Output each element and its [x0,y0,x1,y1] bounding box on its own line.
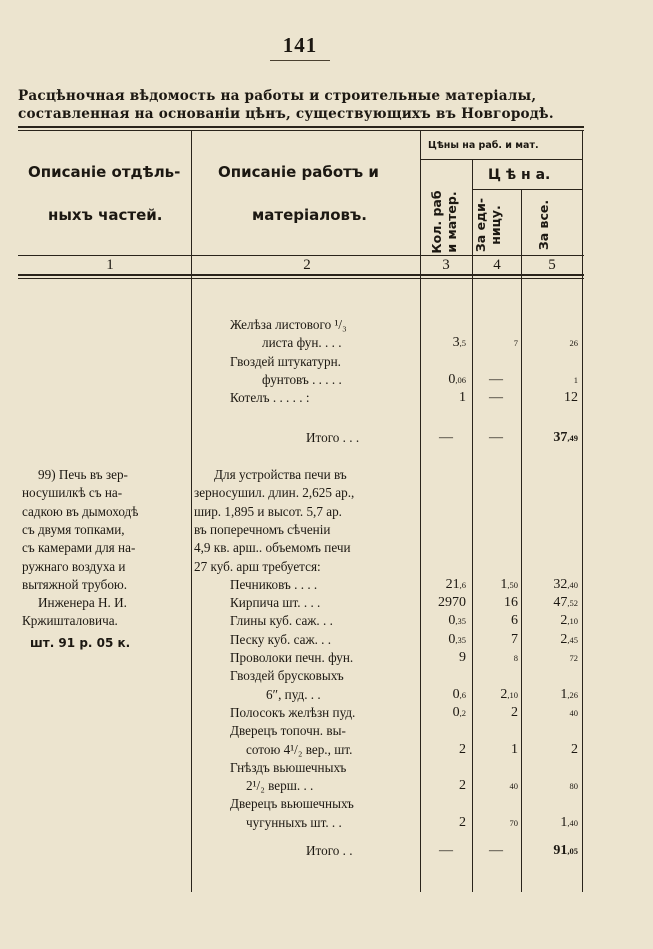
itogo-total: 37,49 [553,430,578,445]
total-cell: 72 [569,653,578,663]
section-desc-line: ружнаго воздуха и [22,558,126,574]
section-desc-line: вытяжной трубою. [22,576,128,592]
col-number-1: 1 [106,257,114,273]
section-desc-line: носушилкѣ съ на- [22,485,123,501]
itogo-label: Итого . . [306,843,353,858]
material-line: Гвоздей штукатурн. [230,353,341,369]
material-line: листа фун. . . . [262,335,342,351]
prices-group-header: Цѣны на раб. и мат. [428,140,539,151]
material-line: Котелъ . . . . . : [230,390,310,406]
material-line: 2¹/₂ верш. . . [246,778,314,794]
itogo-qty: — [439,430,453,445]
total-cell: 1,26 [560,686,578,702]
qty-cell: 3,5 [452,335,466,351]
unit-price-cell: 16 [504,595,518,611]
unit-price-cell: 7 [511,631,518,647]
itogo-label: Итого . . . [306,430,360,445]
intro-line: 4,9 кв. арш.. объемомъ печи [194,540,351,556]
total-cell: 32,40 [553,576,578,592]
total-cell: 80 [569,781,578,792]
unit-price-cell: 2,10 [500,686,518,702]
qty-cell: 2970 [438,595,466,611]
page-number: 141 [282,33,318,57]
col1-header-line1: Описаніе отдѣль- [28,163,181,181]
total-cell: 2 [571,741,578,757]
unit-price-cell: 8 [513,653,518,663]
col-number-5: 5 [548,257,556,273]
section-desc-line: шт. 91 р. 05 к. [30,635,131,650]
section-desc-line: съ камерами для на- [22,540,136,556]
col-number-2: 2 [303,257,311,273]
unit-price-cell: 40 [509,781,518,792]
total-cell: 1,40 [560,814,578,830]
unit-price-cell: 7 [513,338,518,349]
qty-cell: 1 [459,390,466,406]
material-line: Дверецъ вьюшечныхъ [230,796,354,812]
qty-cell: 0,06 [448,371,466,387]
section-desc-line: Кржишталовича. [22,613,118,629]
material-line: Печниковъ . . . . [230,576,318,592]
unit-price-header: За еди- ницу. [473,197,503,253]
section-desc-line: Инженера Н. И. [38,595,127,611]
col2-header-line1: Описаніе работъ и [218,163,379,181]
total-cell: 2,10 [560,613,578,629]
intro-line: въ поперечномъ сѣченіи [194,521,331,537]
itogo-total: 91,05 [553,843,578,858]
intro-line: шир. 1,895 и высот. 5,7 ар. [194,503,342,519]
itogo-unit: — [489,430,503,445]
unit-price-cell: 2 [511,704,518,720]
material-line: Дверецъ топочн. вы- [230,723,346,739]
material-line: Полосокъ желѣзн пуд. [230,704,356,720]
qty-cell: 0,35 [448,631,466,647]
material-line: Гнѣздъ вьюшечныхъ [230,759,347,775]
itogo-qty: — [439,843,453,858]
total-cell: 1 [573,374,578,385]
unit-price-cell: 1 [511,741,518,757]
unit-price-cell: — [489,371,503,387]
qty-cell: 0,6 [452,686,466,702]
material-line: Кирпича шт. . . . [230,595,321,611]
col-number-4: 4 [493,257,501,273]
price-subheader: Ц ѣ н а. [488,167,551,183]
unit-price-cell: 6 [511,613,518,629]
total-cell: 40 [569,707,578,718]
material-line: Гвоздей брусковыхъ [230,668,344,684]
col-number-3: 3 [442,257,450,273]
unit-price-cell: 70 [509,817,518,828]
material-line: 6″, пуд. . . [266,686,321,702]
itogo-unit: — [489,843,503,858]
total-cell: 2,45 [560,631,578,647]
qty-cell: 0,35 [448,613,466,629]
col2-header-line2: матеріаловъ. [252,206,368,224]
page-number-rule [270,60,330,61]
material-line: сотою 4¹/₂ вер., шт. [246,741,353,757]
qty-cell: 9 [459,650,466,665]
heading-line-2: составленная на основаніи цѣнъ, существующихъ въ Новгородѣ. [18,106,554,122]
intro-line: зерносушил. длин. 2,625 ар., [194,485,355,501]
total-cell: 12 [564,390,578,406]
material-line: Проволоки печн. фун. [230,650,354,665]
unit-price-cell: — [489,390,503,406]
section-desc-line: садкою въ дымоходѣ [22,503,139,519]
unit-price-cell: 1,50 [500,576,518,592]
total-cell: 26 [569,338,578,349]
section-desc-line: съ двумя топками, [22,521,125,537]
material-line: Песку куб. саж. . . [230,631,332,647]
col1-header-line2: ныхъ частей. [48,206,163,224]
total-cell: 47,52 [553,595,578,611]
material-line: фунтовъ . . . . . [262,371,342,387]
section-desc-line: 99) Печь въ зер- [38,467,128,482]
intro-line: Для устройства печи въ [214,467,347,482]
material-line: Желѣза листового ¹/₃ [230,317,347,332]
heading-line-1: Расцѣночная вѣдомость на работы и строительные матеріалы, [18,88,537,104]
qty-cell: 21,6 [445,576,466,592]
qty-cell: 2 [459,778,466,794]
qty-header: Кол. раб и матер. [429,190,459,254]
intro-line: 27 куб. арш требуется: [194,558,321,574]
material-line: чугунныхъ шт. . . [246,814,342,830]
qty-cell: 2 [459,814,466,830]
qty-cell: 0,2 [452,704,466,720]
total-price-header: За все. [536,199,551,251]
material-line: Глины куб. саж. . . [230,613,333,629]
qty-cell: 2 [459,741,466,757]
